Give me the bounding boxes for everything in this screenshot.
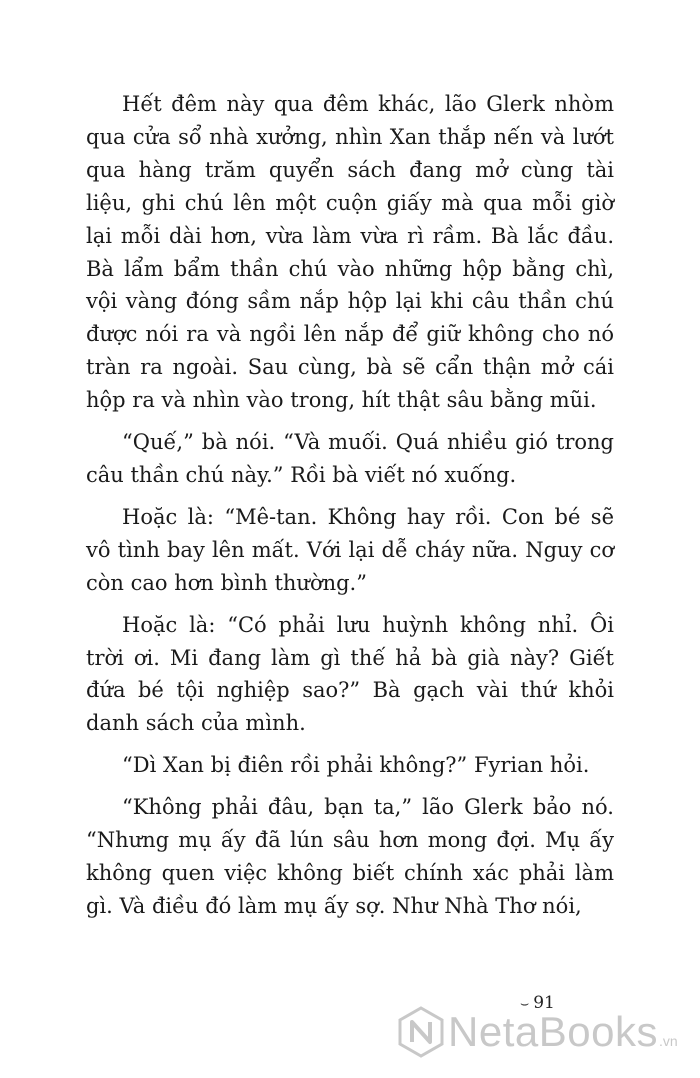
paragraph: Hoặc là: “Có phải lưu huỳnh không nhỉ. Ôi trời ơi. Mi đang làm gì thế hả bà già này? Giết đứa bé tội nghiệp sao?” Bà gạch vài thứ khỏi danh sách của mình.: [86, 612, 614, 736]
paragraph: “Quế,” bà nói. “Và muối. Quá nhiều gió trong câu thần chú này.” Rồi bà viết nó xuống.: [86, 430, 614, 487]
book-text: [86, 88, 614, 923]
page-number-value: 91: [533, 993, 555, 1013]
paragraph: Hoặc là: “Mê-tan. Không hay rồi. Con bé sẽ vô tình bay lên mất. Với lại dễ cháy nữa. Nguy cơ còn cao hơn bình thường.”: [86, 504, 614, 595]
paragraph: “Không phải đâu, bạn ta,” lão Glerk bảo nó. “Nhưng mụ ấy đã lún sâu hơn mong đợi. Mụ ấy không quen việc không biết chính xác phải làm gì. Và điều đó làm mụ ấy sợ. Như Nhà Thơ nói,: [86, 795, 614, 918]
netabooks-logo-icon: [398, 1006, 444, 1058]
watermark-text: NetaBooks: [448, 1008, 658, 1055]
watermark: [398, 1006, 678, 1058]
paragraph: Hết đêm này qua đêm khác, lão Glerk nhòm qua cửa sổ nhà xưởng, nhìn Xan thắp nến và lướt qua hàng trăm quyển sách đang mở cùng tài liệu, ghi chú lên một cuộn giấy mà qua mỗi giờ lại mỗi dài hơn, vừa làm vừa rì rầm. Bà lắc đầu. Bà lẩm bẩm thần chú vào những hộp bằng chì, vội vàng đóng sầm nắp hộp lại khi câu thần chú được nói ra và ngồi lên nắp để giữ không cho nó tràn ra ngoài. Sau cùng, bà sẽ cẩn thận mở cái hộp ra và nhìn vào trong, hít thật sâu bằng mũi.: [86, 92, 614, 413]
watermark-tld: .vn: [658, 1033, 678, 1049]
page-number-ornament: ⌣: [520, 996, 530, 1012]
paragraph: “Dì Xan bị điên rồi phải không?” Fyrian hỏi.: [122, 753, 590, 778]
